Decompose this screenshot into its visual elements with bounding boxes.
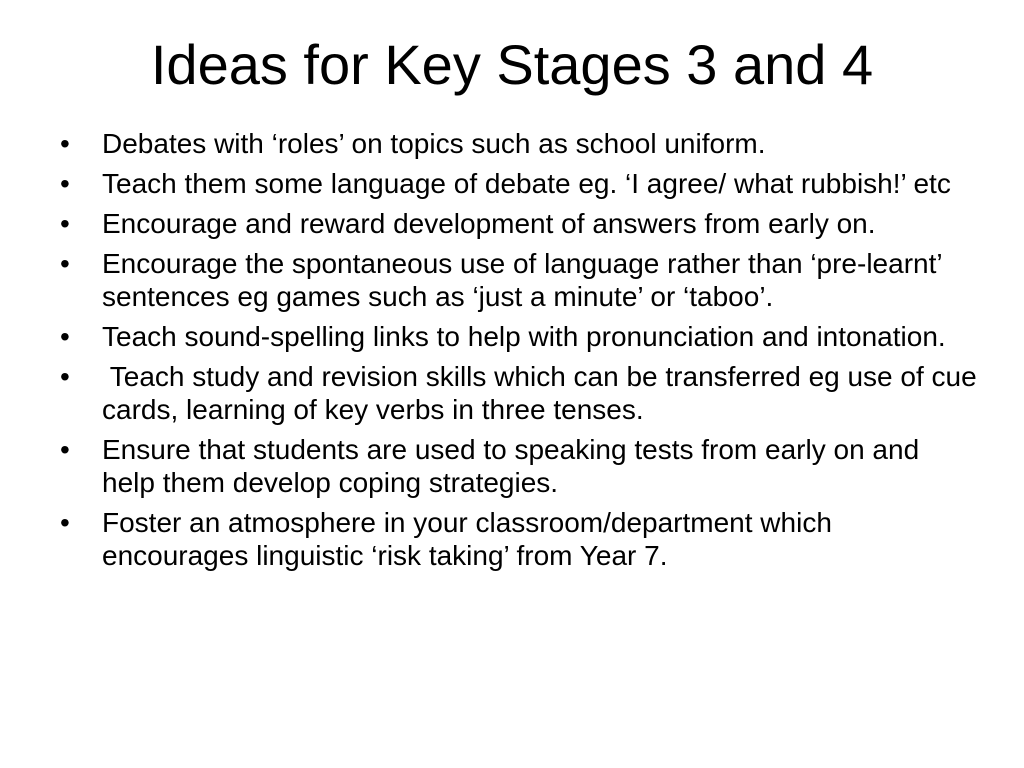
bullet-text: Encourage and reward development of answers from early on. [102, 208, 876, 239]
bullet-text: Ensure that students are used to speaking tests from early on and help them develop coping strategies. [102, 434, 927, 498]
bullet-text: Encourage the spontaneous use of language rather than ‘pre-learnt’ sentences eg games such as ‘just a minute’ or ‘taboo’. [102, 248, 950, 312]
bullet-icon: • [60, 434, 70, 465]
list-item [58, 320, 978, 353]
list-item [58, 247, 978, 313]
bullet-icon: • [60, 128, 70, 159]
bullet-text: Teach study and revision skills which can be transferred eg use of cue cards, learning of key verbs in three tenses. [102, 361, 985, 425]
list-item [58, 506, 978, 572]
bullet-icon: • [60, 168, 70, 199]
list-item [58, 127, 978, 160]
bullet-text: Teach them some language of debate eg. ‘I agree/ what rubbish!’ etc [102, 168, 951, 199]
slide-title: Ideas for Key Stages 3 and 4 [150, 33, 874, 96]
bullet-icon: • [60, 248, 70, 279]
list-item [58, 207, 978, 240]
bullet-icon: • [60, 361, 70, 392]
bullet-list [58, 127, 985, 579]
list-item [58, 360, 985, 426]
bullet-text: Debates with ‘roles’ on topics such as school uniform. [102, 128, 766, 159]
list-item [58, 167, 978, 200]
bullet-icon: • [60, 507, 70, 538]
list-item [58, 433, 978, 499]
bullet-icon: • [60, 208, 70, 239]
bullet-icon: • [60, 321, 70, 352]
bullet-text: Foster an atmosphere in your classroom/department which encourages linguistic ‘risk taking’ from Year 7. [102, 507, 840, 571]
bullet-text: Teach sound-spelling links to help with pronunciation and intonation. [102, 321, 946, 352]
